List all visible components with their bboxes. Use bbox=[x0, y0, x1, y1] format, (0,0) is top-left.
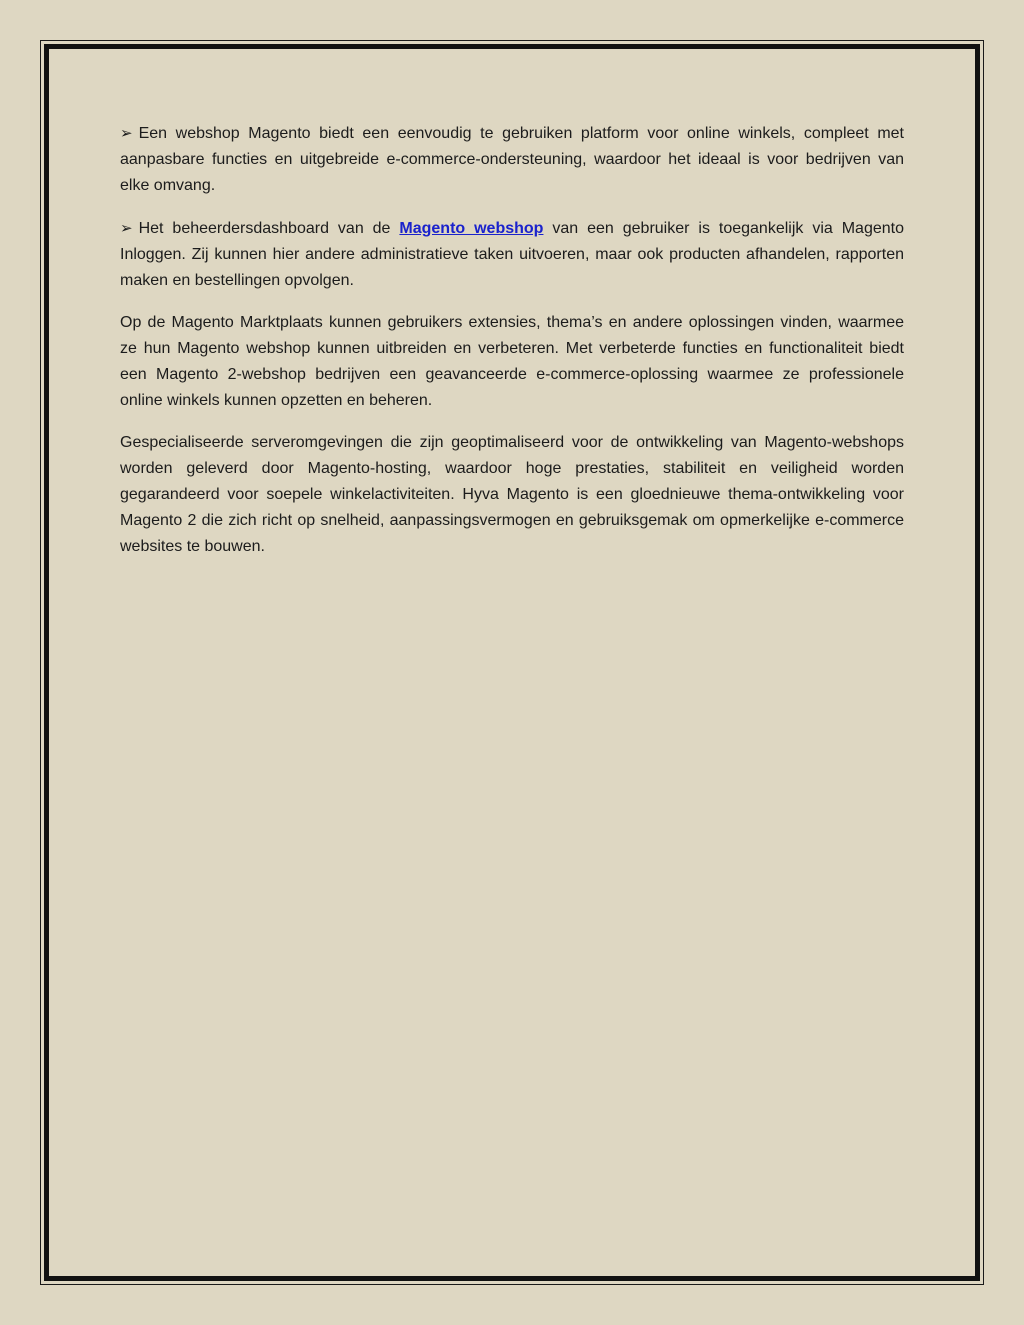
paragraph-intro bbox=[120, 120, 904, 199]
arrowhead-bullet-icon: ➢ bbox=[120, 124, 133, 142]
paragraph-marketplace: Op de Magento Marktplaats kunnen gebruikers extensies, thema’s en andere oplossingen vinden, waarmee ze hun Magento webshop kunnen uitbreiden en verbeteren. Met verbeterde functies en functionaliteit biedt een Magento 2-webshop bedrijven een geavanceerde e-commerce-oplossing waarmee ze professionele online winkels kunnen opzetten en beheren. bbox=[120, 314, 904, 409]
paragraph-hosting: Gespecialiseerde serveromgevingen die zijn geoptimaliseerd voor de ontwikkeling van Magento-webshops worden geleverd door Magento-hosting, waardoor hoge prestaties, stabiliteit en veiligheid worden gegarandeerd voor soepele winkelactiviteiten. Hyva Magento is een gloednieuwe thema-ontwikkeling voor Magento 2 die zich richt op snelheid, aanpassingsvermogen en gebruiksgemak om opmerkelijke e-commerce websites te bouwen. bbox=[120, 434, 904, 555]
arrowhead-bullet-icon: ➢ bbox=[120, 219, 133, 237]
paragraph-dashboard-text-start: Het beheerdersdashboard van de bbox=[138, 220, 400, 237]
document-body bbox=[120, 120, 904, 576]
paragraph-dashboard-text-end: van een gebruiker is toegankelijk via Magento Inloggen. Zij kunnen hier andere administratieve taken uitvoeren, maar ook producten afhandelen, rapporten maken en bestellingen opvolgen. bbox=[120, 220, 904, 289]
paragraph-intro-text: Een webshop Magento biedt een eenvoudig te gebruiken platform voor online winkels, compleet met aanpasbare functies en uitgebreide e-commerce-ondersteuning, waardoor het ideaal is voor bedrijven van elke omvang. bbox=[120, 125, 904, 194]
paragraph-dashboard bbox=[120, 215, 904, 294]
magento-webshop-link[interactable]: Magento webshop bbox=[399, 220, 544, 237]
